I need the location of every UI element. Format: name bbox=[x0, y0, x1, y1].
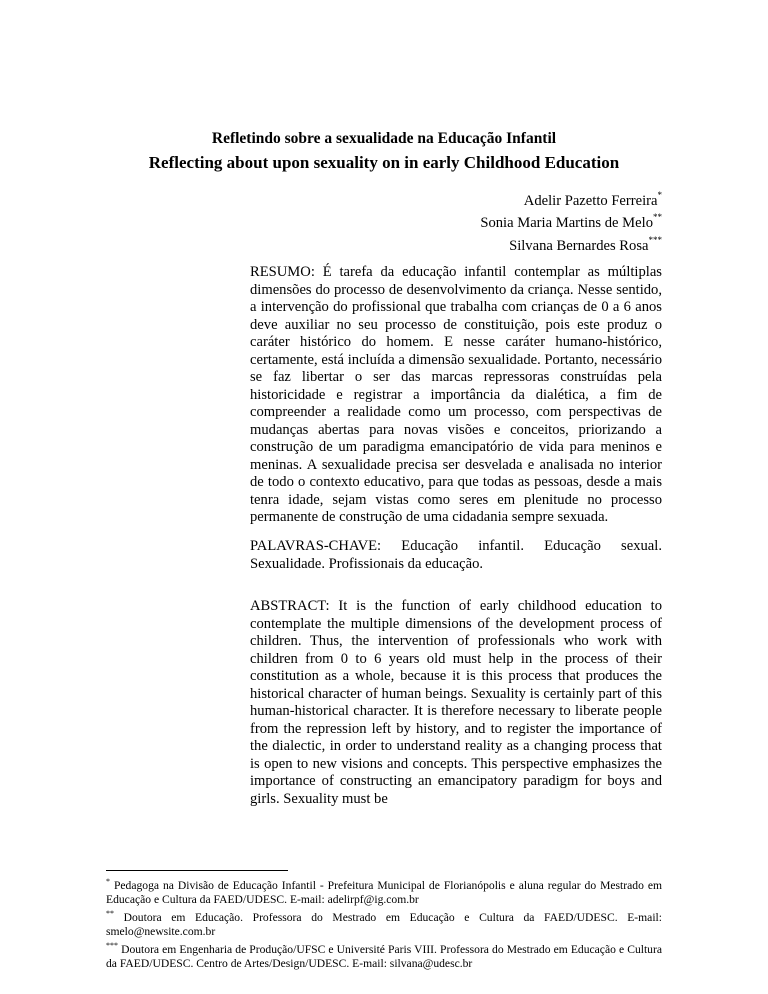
author: Adelir Pazetto Ferreira* bbox=[523, 190, 662, 209]
author-list bbox=[242, 188, 662, 255]
resumo-paragraph: RESUMO: É tarefa da educação infantil contemplar as múltiplas dimensões do processo de desenvolvimento da criança. Nesse sentido, a intervenção do profissional que trabalha com crianças de 0 a 6 anos deve auxiliar no seu processo de constituição, pois este produz o caráter histórico do homem. E nesse caráter humano-histórico, certamente, está incluída a dimensão sexualidade. Portanto, necessário se faz libertar o ser das marcas repressoras construídas pela historicidade e registrar a importância da dialética, a fim de compreender a realidade como um processo, com perspectivas de mudanças abertas para novas visões e conceitos, priorizando a construção de um paradigma emancipatório de vida para meninos e meninas. A sexualidade precisa ser desvelada e analisada no interior de todo o contexto educativo, para que todas as pessoas, desde a mais tenra idade, sejam vistas como seres em plenitude no processo permanente de construção de uma cidadania sempre sexuada. bbox=[250, 264, 662, 525]
paper-title: Refletindo sobre a sexualidade na Educação Infantil bbox=[211, 130, 557, 147]
author: Silvana Bernardes Rosa*** bbox=[509, 234, 662, 254]
footnote-divider bbox=[106, 870, 288, 871]
abstract-paragraph: ABSTRACT: It is the function of early childhood education to contemplate the multiple dimensions of the development process of children. Thus, the intervention of professionals who work with children from 0 to 6 years old must help in the process of their constitution as a whole, because it is this process that produces the historical character of human beings. Sexuality is certainly part of this human-historical character. It is therefore necessary to liberate people from the repression left by history, and to register the importance of the dialectic, in order to understand reality as a changing process that is open to new visions and concepts. This perspective emphasizes the importance of constructing an emancipatory paradigm for boys and girls. Sexuality must be bbox=[250, 598, 662, 807]
footnote: *** Doutora em Engenharia de Produção/UFSC e Université Paris VIII. Professora do Mestrado em Educação e Cultura da FAED/UDESC. Centro de Artes/Design/UDESC. E-mail: silvana@udesc.br bbox=[106, 940, 662, 970]
footnotes bbox=[106, 875, 662, 971]
author: Sonia Maria Martins de Melo** bbox=[480, 212, 662, 232]
paper-subtitle: Reflecting about upon sexuality on in early Childhood Education bbox=[148, 153, 620, 172]
footnote: * Pedagoga na Divisão de Educação Infantil - Prefeitura Municipal de Florianópolis e aluna regular do Mestrado em Educação e Cultura da FAED/UDESC. E-mail: adelirpf@ig.com.br bbox=[106, 877, 662, 906]
footnote: ** Doutora em Educação. Professora do Mestrado em Educação e Cultura da FAED/UDESC. E-mail: smelo@newsite.com.br bbox=[106, 908, 662, 938]
keywords-paragraph: PALAVRAS-CHAVE: Educação infantil. Educação sexual. Sexualidade. Profissionais da educação. bbox=[250, 538, 662, 572]
